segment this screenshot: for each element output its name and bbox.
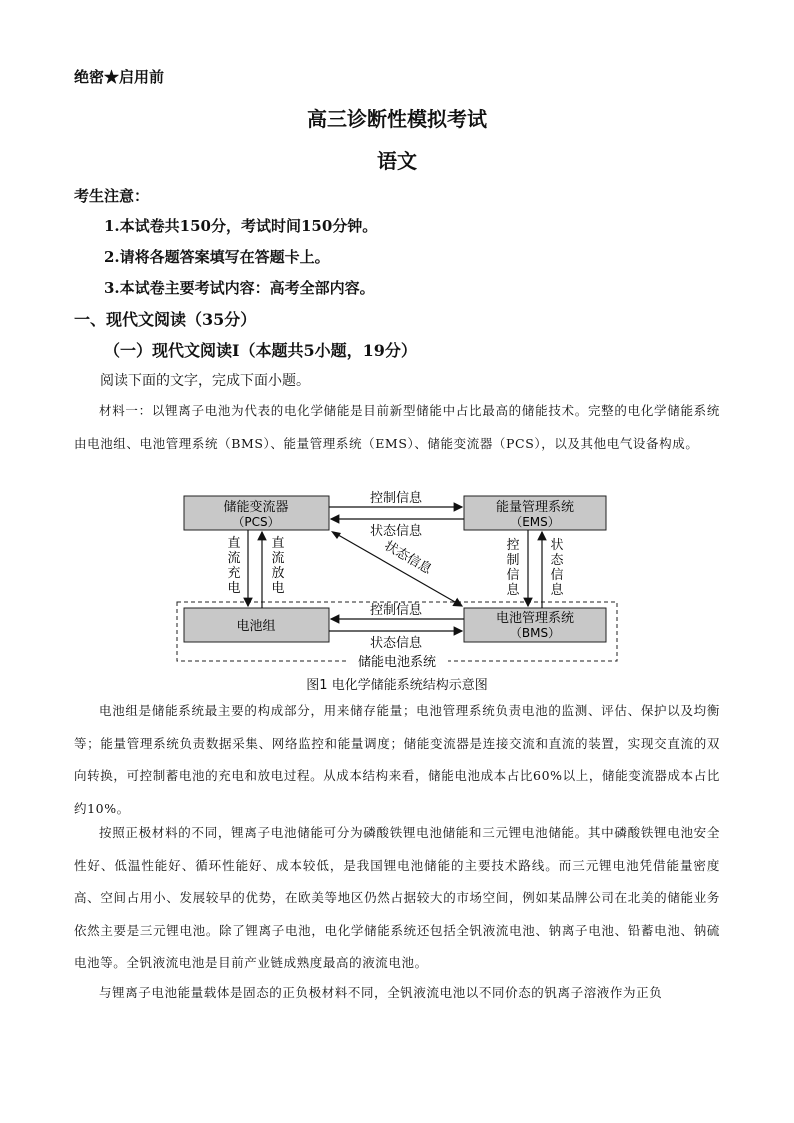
pcs-label: 储能变流器 (223, 500, 289, 515)
ems-abbr: （EMS） (510, 515, 560, 529)
subsection-title: （一）现代文阅读Ⅰ（本题共5小题，19分） (104, 341, 417, 360)
dc-discharge-label: 直流放电 (271, 536, 285, 596)
storage-system-diagram (170, 487, 624, 675)
diagonal-status-label: 状态信息 (381, 538, 435, 578)
notice-item: 2.请将各题答案填写在答题卡上。 (104, 248, 330, 266)
reading-instruction: 阅读下面的文字，完成下面小题。 (100, 373, 310, 389)
section-title: 一、现代文阅读（35分） (74, 310, 257, 329)
bottom-status-label: 状态信息 (369, 636, 423, 651)
top-control-label: 控制信息 (369, 491, 423, 506)
right-control-label: 控制信息 (506, 538, 520, 598)
confidential-label: 绝密★启用前 (74, 68, 165, 86)
paragraph-components: 电池组是储能系统最主要的构成部分，用来储存能量；电池管理系统负责电池的监测、评估、保护以及均衡等；能量管理系统负责数据采集、网络监控和能量调度；储能变流器是连接交流和直流的装置，实现交直流的双向转换，可控制蓄电池的充电和放电过程。从成本结构来看，储能电池成本占比60%以上，储能变流器成本占比约10%。 (74, 703, 720, 816)
paragraph-material-1: 材料一：以锂离子电池为代表的电化学储能是目前新型储能中占比最高的储能技术。完整的电化学储能系统由电池组、电池管理系统（BMS）、能量管理系统（EMS）、储能变流器（PCS），以及其他电气设备构成。 (74, 403, 720, 451)
right-status-label: 状态信息 (550, 538, 564, 598)
diag-arrowhead-start (331, 531, 341, 539)
system-label: 储能电池系统 (357, 655, 437, 670)
ems-label: 能量管理系统 (495, 500, 575, 515)
subject-title: 语文 (377, 149, 417, 173)
paragraph-vanadium: 与锂离子电池能量载体是固态的正负极材料不同，全钒液流电池以不同价态的钒离子溶液作为正负 (99, 985, 663, 1000)
bms-abbr: （BMS） (509, 626, 561, 640)
dc-charge-label: 直流充电 (227, 536, 241, 596)
figure-caption: 图1 电化学储能系统结构示意图 (306, 678, 488, 693)
notice-item: 1.本试卷共150分，考试时间150分钟。 (104, 217, 378, 235)
notice-heading: 考生注意： (74, 187, 150, 205)
pcs-abbr: （PCS） (232, 515, 280, 529)
bottom-control-label: 控制信息 (369, 603, 423, 618)
top-status-label: 状态信息 (369, 524, 423, 539)
exam-title: 高三诊断性模拟考试 (307, 107, 487, 131)
notice-item: 3.本试卷主要考试内容：高考全部内容。 (104, 279, 375, 297)
paragraph-cathode: 按照正极材料的不同，锂离子电池储能可分为磷酸铁锂电池储能和三元锂电池储能。其中磷酸铁锂电池安全性好、低温性能好、循环性能好、成本较低，是我国锂电池储能的主要技术路线。而三元锂电池凭借能量密度高、空间占用小、发展较早的优势，在欧美等地区仍然占据较大的市场空间，例如某品牌公司在北美的储能业务依然主要是三元锂电池。除了锂离子电池，电化学储能系统还包括全钒液流电池、钠离子电池、铅蓄电池、钠硫电池等。全钒液流电池是目前产业链成熟度最高的液流电池。 (74, 825, 720, 970)
battery-label: 电池组 (236, 619, 276, 634)
bms-label: 电池管理系统 (495, 611, 575, 626)
